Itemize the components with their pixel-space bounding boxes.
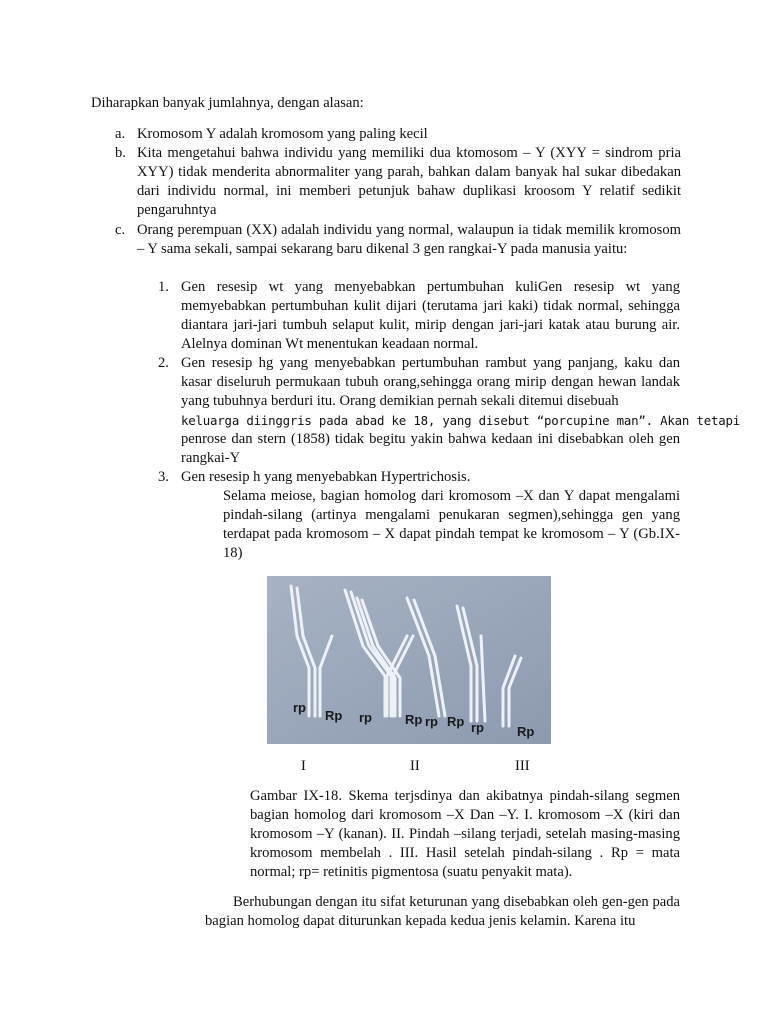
list-item-text: Kita mengetahui bahwa individu yang memiliki dua ktomosom – Y (XYY = sindrom pria XYY) tidak menderita abnormaliter yang parah, bahkan dalam banyak hal sukar dibedakan dari individu normal, ini memberi petunjuk bahaw duplikasi kroosom Y relatif sedikit pengaruhntya bbox=[137, 145, 681, 218]
sublist-marker: 1. bbox=[158, 279, 169, 295]
list-marker: b. bbox=[115, 145, 126, 161]
gene-label: Rp bbox=[405, 712, 423, 727]
list-marker: a. bbox=[115, 126, 126, 142]
crossover-paragraph: Selama meiose, bagian homolog dari kromosom –X dan Y dapat mengalami pindah-silang (artinya mengalami penukaran segmen),sehingga gen yang terdapat pada kromosom – X dapat pindah tempat ke kromosom – Y (Gb.IX-18) bbox=[223, 488, 680, 561]
panel-label-iii: III bbox=[515, 758, 530, 774]
sublist-marker: 3. bbox=[158, 469, 169, 485]
list-marker: c. bbox=[115, 222, 126, 238]
intro-text: Diharapkan banyak jumlahnya, dengan alasan: bbox=[91, 95, 364, 111]
panel-label-i: I bbox=[301, 758, 306, 774]
list-item-text: Orang perempuan (XX) adalah individu yang normal, walaupun ia tidak memilik kromosom – Y sama sekali, sampai sekarang baru dikenal 3 gen rangkai-Y pada manusia yaitu: bbox=[137, 222, 681, 257]
sublist-item-text: Gen resesip wt yang menyebabkan pertumbuhan kuliGen resesip wt yang memyebabkan pertumbuhan kulit dijari (terutama jari kaki) tidak normal, sehingga diantara jari-jari tumbuh selaput kulit, mirip dengan jari-jari katak atau burung air. Alelnya dominan Wt menentukan keadaan normal. bbox=[181, 279, 680, 352]
gene-label: Rp bbox=[517, 724, 535, 739]
gene-label: rp bbox=[471, 720, 484, 735]
sublist-item-text: Gen resesip hg yang menyebabkan pertumbuhan rambut yang panjang, kaku dan kasar diseluruh permukaan tubuh orang,sehingga orang mirip dengan hewan landak yang tubuhnya berduri itu. Orang demikian pernah sekali ditemui disebuah bbox=[181, 355, 680, 409]
list-item-a bbox=[115, 125, 681, 144]
list-item-b bbox=[115, 144, 681, 220]
gene-label: Rp bbox=[325, 708, 343, 723]
closing-paragraph bbox=[205, 893, 680, 931]
sublist-item-3 bbox=[158, 468, 680, 487]
figure-caption: Gambar IX-18. Skema terjsdinya dan akibatnya pindah-silang segmen bagian homolog dari kromosom –X Dan –Y. I. kromosom –X (kiri dan kromosom –Y (kanan). II. Pindah –silang terjadi, setelah masing-masing kromosom membelah . III. Hasil setelah pindah-silang . Rp = mata normal; rp= retinitis pigmentosa (suatu penyakit mata). bbox=[250, 788, 680, 880]
closing-text: Berhubungan dengan itu sifat keturunan yang disebabkan oleh gen-gen pada bagian homolog dapat diturunkan kepada kedua jenis kelamin. Karena itu bbox=[205, 894, 680, 929]
sublist-item-2 bbox=[158, 354, 741, 468]
gene-label: rp bbox=[293, 700, 306, 715]
sublist-item-text-typed-line: keluarga diinggris pada abad ke 18, yang disebut “porcupine man”. Akan tetapi bbox=[181, 413, 741, 428]
list-item-c bbox=[115, 221, 681, 259]
gene-label: rp bbox=[359, 710, 372, 725]
gene-label: rp bbox=[425, 714, 438, 729]
sublist-item-text: Gen resesip h yang menyebabkan Hypertrichosis. bbox=[181, 469, 471, 485]
panel-label-ii: II bbox=[410, 758, 420, 774]
chromosome-figure bbox=[267, 576, 551, 744]
list-item-text: Kromosom Y adalah kromosom yang paling kecil bbox=[137, 126, 428, 142]
chromosome-diagram bbox=[267, 576, 551, 744]
sublist-item-1 bbox=[158, 278, 680, 354]
gene-label: Rp bbox=[447, 714, 465, 729]
sublist-item-text: penrose dan stern (1858) tidak begitu yakin bahwa kedaan ini disebabkan oleh gen rangkai-Y bbox=[181, 431, 680, 466]
sublist-marker: 2. bbox=[158, 355, 169, 371]
